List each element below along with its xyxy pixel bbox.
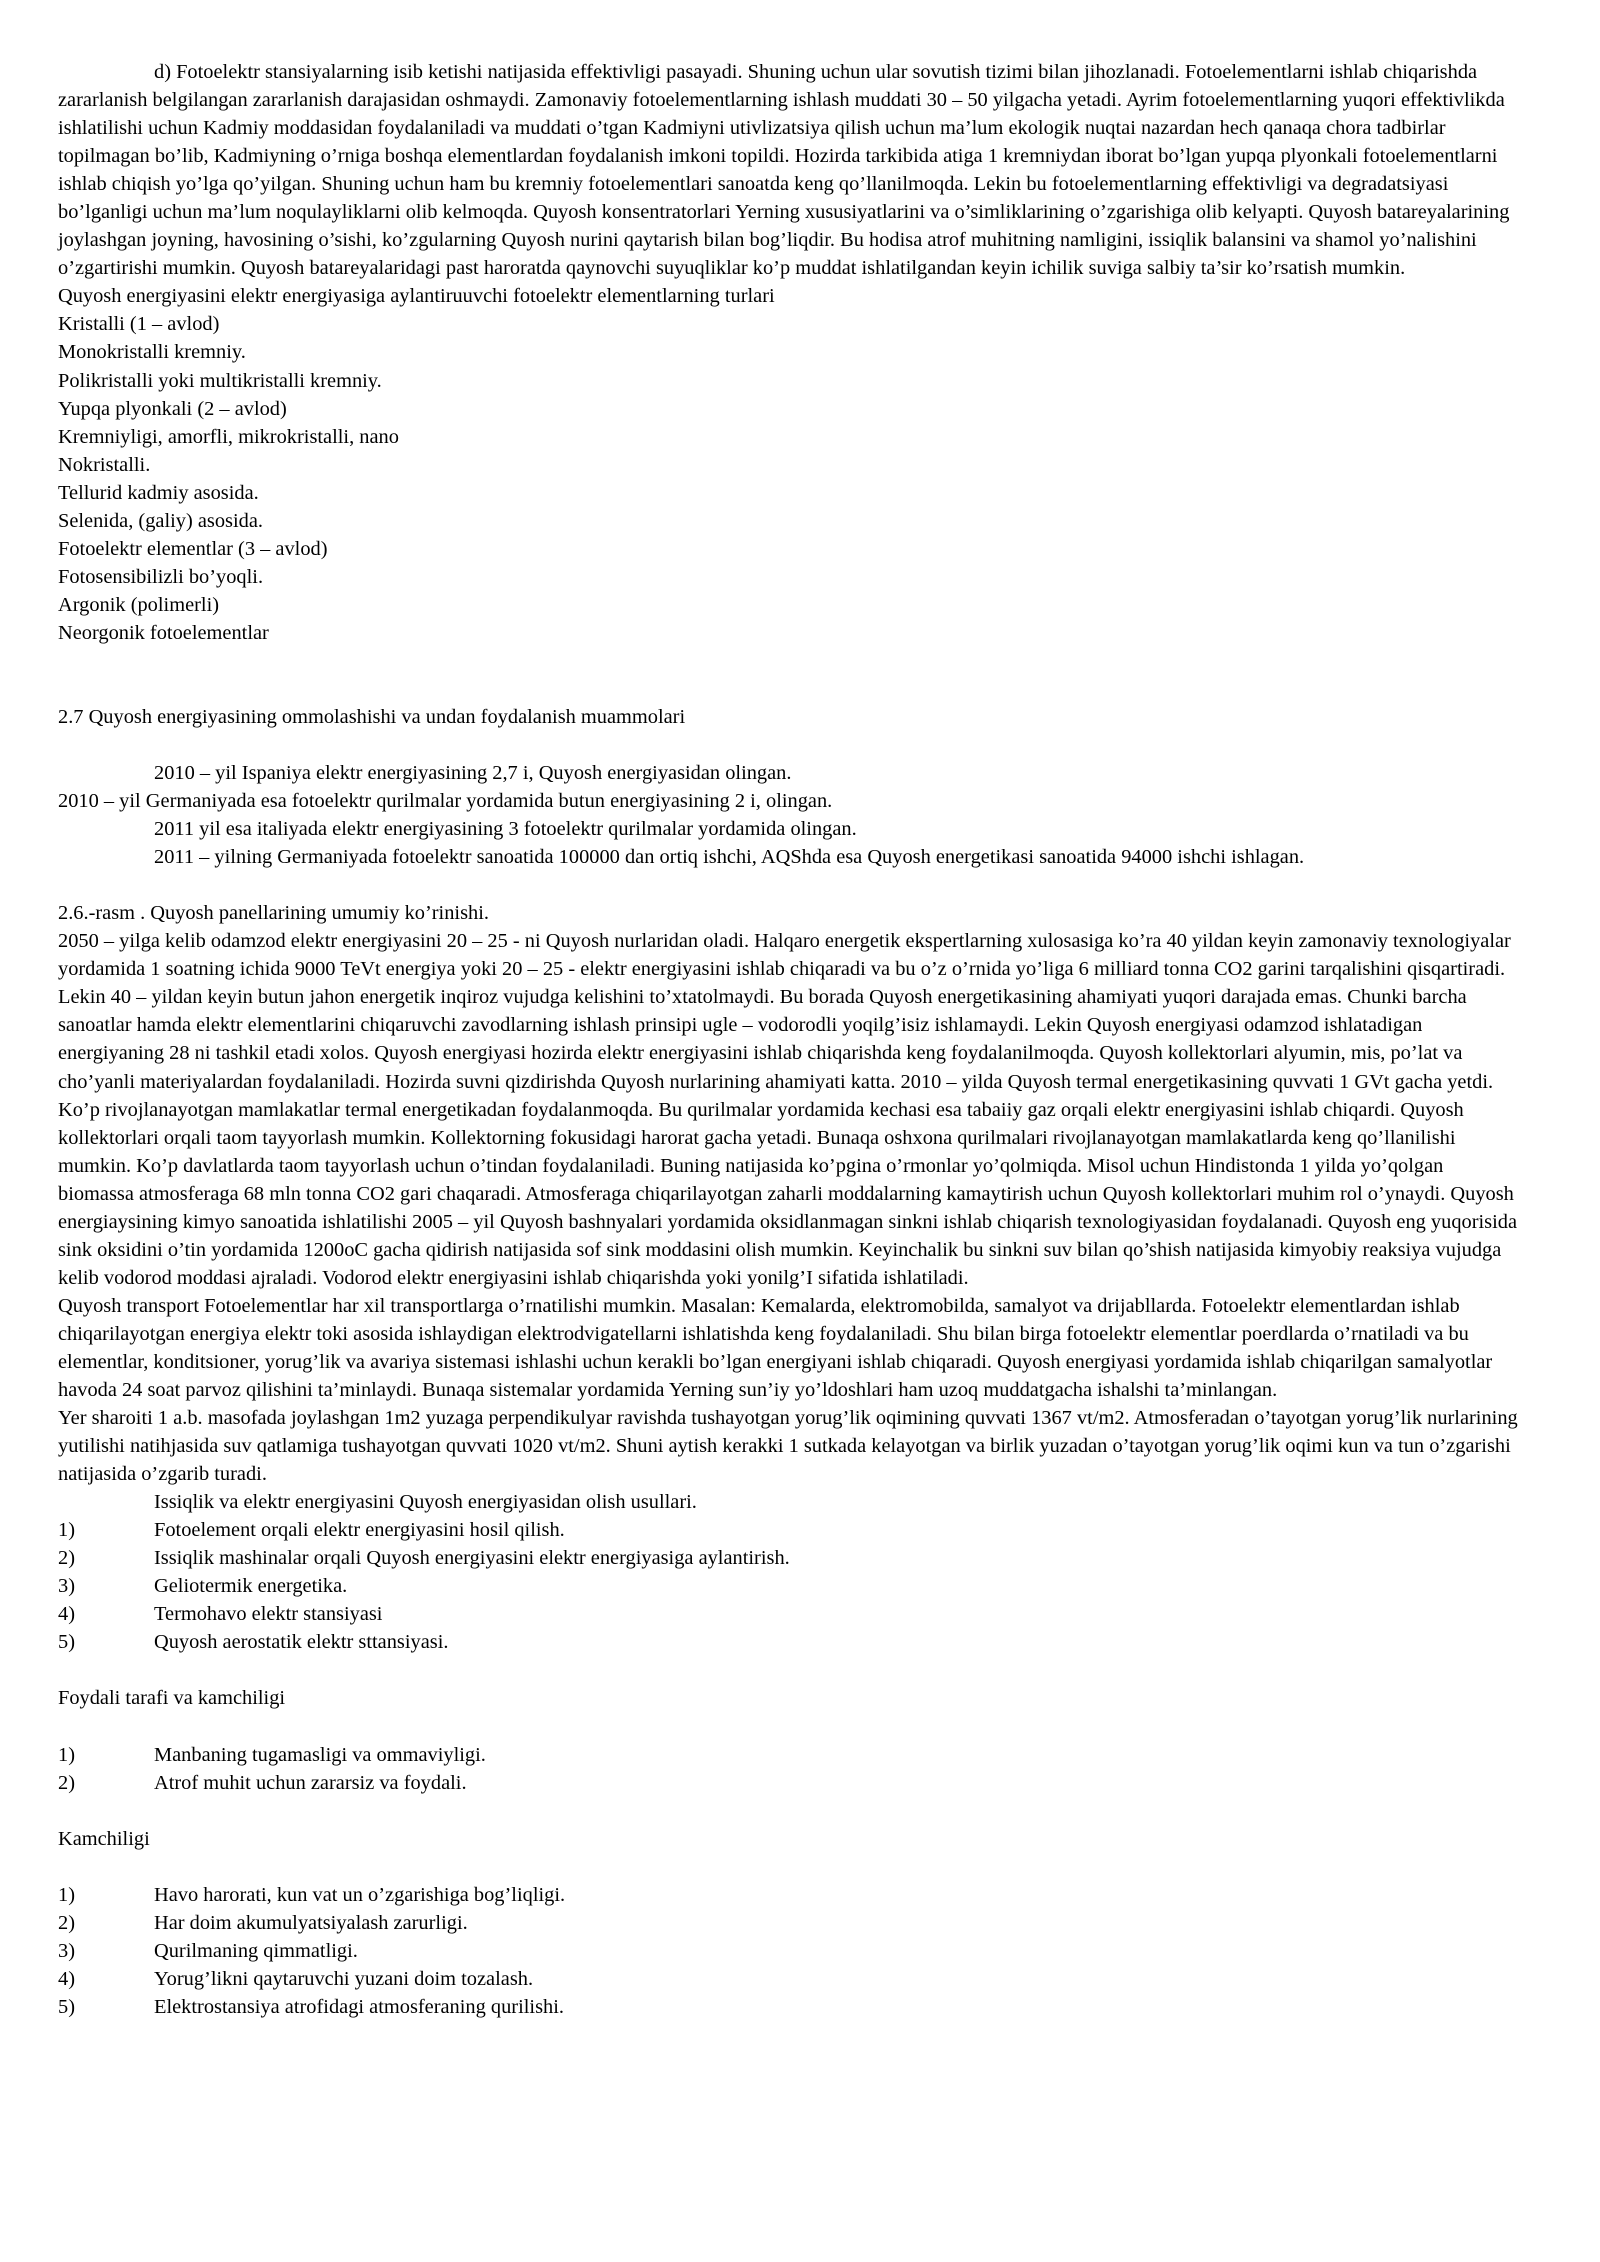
list-text: Atrof muhit uchun zararsiz va foydali. xyxy=(154,1771,467,1794)
spacer xyxy=(58,647,1520,703)
list-text: Manbaning tugamasligi va ommaviyligi. xyxy=(154,1743,486,1766)
list-number: 5) xyxy=(58,1995,75,2018)
list-text: Fotoelement orqali elektr energiyasini hosil qilish. xyxy=(154,1519,565,1542)
list-item xyxy=(58,1993,1520,2021)
list-item xyxy=(58,1628,1520,1656)
list-number: 1) xyxy=(58,1743,75,1766)
types-list-item: Kristalli (1 – avlod) xyxy=(58,313,220,336)
list-number: 3) xyxy=(58,1575,75,1598)
list-number: 1) xyxy=(58,1883,75,1906)
earth-paragraph: Yer sharoiti 1 a.b. masofada joylashgan 1m2 yuzaga perpendikulyar ravishda tushayotgan yorug’lik oqimining quvvati 1367 vt/m2. Atmosferadan o’tayotgan yorug’lik nurlarining yutilishi natihjasida suv qatlamiga tushayotgan quvvati 1020 vt/m2. Shuni aytish kerakki 1 sutkada kelayotgan va birlik yuzadan o’tayotgan yorug’lik oqimi kun va tun o’zgarishi natijasida o’zgarib turadi. xyxy=(58,1407,1518,1486)
list-text: Termohavo elektr stansiyasi xyxy=(154,1603,383,1626)
types-list-item: Fotoelektr elementlar (3 – avlod) xyxy=(58,537,328,560)
list-text: Havo harorati, kun vat un o’zgarishiga bog’liqligi. xyxy=(154,1883,566,1906)
types-list-item: Selenida, (galiy) asosida. xyxy=(58,509,263,532)
list-text: Qurilmaning qimmatligi. xyxy=(154,1939,358,1962)
list-text: Har doim akumulyatsiyalash zarurligi. xyxy=(154,1911,468,1934)
disadvantages-list xyxy=(58,1881,1520,2021)
methods-heading: Issiqlik va elektr energiyasini Quyosh energiyasidan olish usullari. xyxy=(154,1491,697,1514)
types-list-item: Monokristalli kremniy. xyxy=(58,341,246,364)
types-list-item: Polikristalli yoki multikristalli kremniy. xyxy=(58,369,382,392)
types-list-item: Neorgonik fotoelementlar xyxy=(58,621,269,644)
spacer xyxy=(58,1713,1520,1741)
list-text: Yorug’likni qaytaruvchi yuzani doim tozalash. xyxy=(154,1967,534,1990)
spacer xyxy=(58,1797,1520,1825)
types-list-item: Nokristalli. xyxy=(58,453,151,476)
list-item xyxy=(58,1769,1520,1797)
list-item xyxy=(58,1516,1520,1544)
list-item xyxy=(58,1937,1520,1965)
list-item xyxy=(58,1909,1520,1937)
stats-line: 2010 – yil Ispaniya elektr energiyasining 2,7 i, Quyosh energiyasidan olingan. xyxy=(154,762,792,785)
advantages-list xyxy=(58,1741,1520,1797)
spacer xyxy=(58,871,1520,899)
list-item xyxy=(58,1572,1520,1600)
list-number: 4) xyxy=(58,1967,75,1990)
intro-paragraph: d) Fotoelektr stansiyalarning isib ketishi natijasida effektivligi pasayadi. Shuning uchun ular sovutish tizimi bilan jihozlanadi. Fotoelementlarni ishlab chiqarishda zararlanish belgilangan zararlanish darajasidan oshmaydi. Zamonaviy fotoelementlarning ishlash muddati 30 – 50 yilgacha yetadi. Ayrim fotoelementlarning yuqori effektivlikda ishlatilishi uchun Kadmiy moddasidan foydalaniladi va muddati o’tgan Kadmiyni utivlizatsiya qilish uchun ma’lum ekologik nuqtai nazardan hech qanaqa chora tadbirlar topilmagan bo’lib, Kadmiyning o’rniga boshqa elementlardan foydalanish imkoni topildi. Hozirda tarkibida atiga 1 kremniydan iborat bo’lgan yupqa plyonkali fotoelementlarni ishlab chiqish yo’lga qo’yilgan. Shuning uchun ham bu kremniy fotoelementlari sanoatda keng qo’llanilmoqda. Lekin bu fotoelementlarning effektivligi va degradatsiyasi bo’lganligi uchun ma’lum noqulayliklarni olib kelmoqda. Quyosh konsentratorlari Yerning xususiyatlarini va o’simliklarining o’zgarishiga olib kelyapti. Quyosh batareyalarining joylashgan joyning, havosining o’sishi, ko’zgularning Quyosh nurini qaytarish bilan bog’liqdir. Bu hodisa atrof muhitning namligini, issiqlik balansini va shamol yo’nalishini o’zgartirishi mumkin. Quyosh batareyalaridagi past haroratda qaynovchi suyuqliklar ko’p muddat ishlatilgandan keyin ichilik suviga salbiy ta’sir ko’rsatish mumkin. xyxy=(58,61,1510,280)
list-text: Geliotermik energetika. xyxy=(154,1575,348,1598)
types-list-item: Kremniyligi, amorfli, mikrokristalli, nano xyxy=(58,425,399,448)
types-list-item: Fotosensibilizli bo’yoqli. xyxy=(58,565,264,588)
stats-line: 2011 – yilning Germaniyada fotoelektr sanoatida 100000 dan ortiq ishchi, AQShda esa Quyosh energetikasi sanoatida 94000 ishchi ishlagan. xyxy=(154,846,1305,869)
types-list-item: Yupqa plyonkali (2 – avlod) xyxy=(58,397,287,420)
list-item xyxy=(58,1881,1520,1909)
list-number: 2) xyxy=(58,1547,75,1570)
list-item xyxy=(58,1600,1520,1628)
stats-line: 2011 yil esa italiyada elektr energiyasining 3 fotoelektr qurilmalar yordamida olingan. xyxy=(154,818,857,841)
fotoelement-types-list xyxy=(58,282,1520,647)
disadvantages-heading: Kamchiligi xyxy=(58,1827,150,1850)
list-number: 2) xyxy=(58,1911,75,1934)
list-number: 1) xyxy=(58,1519,75,1542)
list-item xyxy=(58,1544,1520,1572)
advantages-heading: Foydali tarafi va kamchiligi xyxy=(58,1687,286,1710)
list-text: Issiqlik mashinalar orqali Quyosh energiyasini elektr energiyasiga aylantirish. xyxy=(154,1547,790,1570)
document-page xyxy=(58,58,1520,2021)
types-list-title: Quyosh energiyasini elektr energiyasiga aylantiruuvchi fotoelektr elementlarning turlari xyxy=(58,285,775,308)
list-number: 5) xyxy=(58,1631,75,1654)
list-item xyxy=(58,1741,1520,1769)
list-number: 3) xyxy=(58,1939,75,1962)
list-number: 2) xyxy=(58,1771,75,1794)
list-number: 4) xyxy=(58,1603,75,1626)
spacer xyxy=(58,731,1520,759)
spacer xyxy=(58,1853,1520,1881)
list-text: Elektrostansiya atrofidagi atmosferaning qurilishi. xyxy=(154,1995,564,2018)
types-list-item: Argonik (polimerli) xyxy=(58,593,220,616)
list-item xyxy=(58,1965,1520,1993)
stats-line: 2010 – yil Germaniyada esa fotoelektr qurilmalar yordamida butun energiyasining 2 i, olingan. xyxy=(58,790,833,813)
transport-paragraph: Quyosh transport Fotoelementlar har xil transportlarga o’rnatilishi mumkin. Masalan: Kemalarda, elektromobilda, samalyot va drijabllarda. Fotoelektr elementlardan ishlab chiqarilayotgan energiya elektr toki asosida ishlaydigan elektrodvigatellarni ishlatishda keng foydalaniladi. Shu bilan birga fotoelektr elementlar poerdlarda o’rnatiladi va bu elementlar, konditsioner, yorug’lik va avariya sistemasi ishlashi uchun kerakli bo’lgan energiyani ishlab chiqaradi. Quyosh energiyasi yordamida ishlab chiqarilgan samalyotlar havoda 24 soat parvoz qilishini ta’minlaydi. Bunaqa sistemalar yordamida Yerning sun’iy yo’ldoshlari ham uzoq muddatgacha ishalshi ta’minlangan. xyxy=(58,1294,1493,1402)
types-list-item: Tellurid kadmiy asosida. xyxy=(58,481,259,504)
main-paragraph: 2050 – yilga kelib odamzod elektr energiyasini 20 – 25 - ni Quyosh nurlaridan oladi. Halqaro energetik ekspertlarning xulosasiga ko’ra 40 yildan keyin zamonaviy texnologiyalar yordamida 1 soatning ichida 9000 TeVt energiya yoki 20 – 25 - elektr energiyasini ishlab chiqaradi va bu o’z o’rnida yo’liga 6 milliard tonna CO2 garini tarqalishini qisqartiradi. Lekin 40 – yildan keyin butun jahon energetik inqiroz vujudga kelishini to’xtatolmaydi. Bu borada Quyosh energetikasining ahamiyati yuqori darajada emas. Chunki barcha sanoatlar hamda elektr elementlarini chiqaruvchi zavodlarning ishlash prinsipi ugle – vodorodli yoqilg’isiz ishlamaydi. Lekin Quyosh energiyasi odamzod ishlatadigan energiyaning 28 ni tashkil etadi xolos. Quyosh energiyasi hozirda elektr energiyasini ishlab chiqarishda keng foydalanilmoqda. Quyosh kollektorlari alyumin, mis, po’lat va cho’yanli materiyalardan foydalaniladi. Hozirda suvni qizdirishda Quyosh nurlarining ahamiyati katta. 2010 – yilda Quyosh termal energetikasining quvvati 1 GVt gacha yetdi. Ko’p rivojlanayotgan mamlakatlar termal energetikadan foydalanmoqda. Bu qurilmalar yordamida kechasi esa tabaiiy gaz orqali elektr energiyasini ishlab chiqardi. Quyosh kollektorlari orqali taom tayyorlash mumkin. Kollektorning fokusidagi harorat gacha yetadi. Bunaqa oshxona qurilmalari rivojlanayotgan mamlakatlarda keng qo’llanilishi mumkin. Ko’p davlatlarda taom tayyorlash uchun o’tindan foydalaniladi. Buning natijasida ko’pgina o’rmonlar yo’qolmiqda. Misol uchun Hindistonda 1 yilda yo’qolgan biomassa atmosferaga 68 mln tonna CO2 gari chaqaradi. Atmosferaga chiqarilayotgan zaharli moddalarning kamaytirish uchun Quyosh kollektorlari muhim rol o’ynaydi. Quyosh energiaysining kimyo sanoatida ishlatilishi 2005 – yil Quyosh bashnyalari yordamida oksidlanmagan sinkni ishlab chiqarish texnologiyasidan foydalanadi. Quyosh eng yuqorisida sink oksidini o’tin yordamida 1200oC gacha qidirish natijasida sof sink moddasini olish mumkin. Keyinchalik bu sinkni suv bilan qo’shish natijasida kimyobiy reaksiya vujudga kelib vodorod moddasi ajraladi. Vodorod elektr energiyasini ishlab chiqarishda yoki yonilg’I sifatida ishlatiladi. xyxy=(58,930,1518,1289)
figure-caption: 2.6.-rasm . Quyosh panellarining umumiy ko’rinishi. xyxy=(58,902,489,925)
spacer xyxy=(58,1656,1520,1684)
methods-list xyxy=(58,1516,1520,1656)
list-text: Quyosh aerostatik elektr sttansiyasi. xyxy=(154,1631,449,1654)
section-heading: 2.7 Quyosh energiyasining ommolashishi va undan foydalanish muammolari xyxy=(58,705,686,728)
